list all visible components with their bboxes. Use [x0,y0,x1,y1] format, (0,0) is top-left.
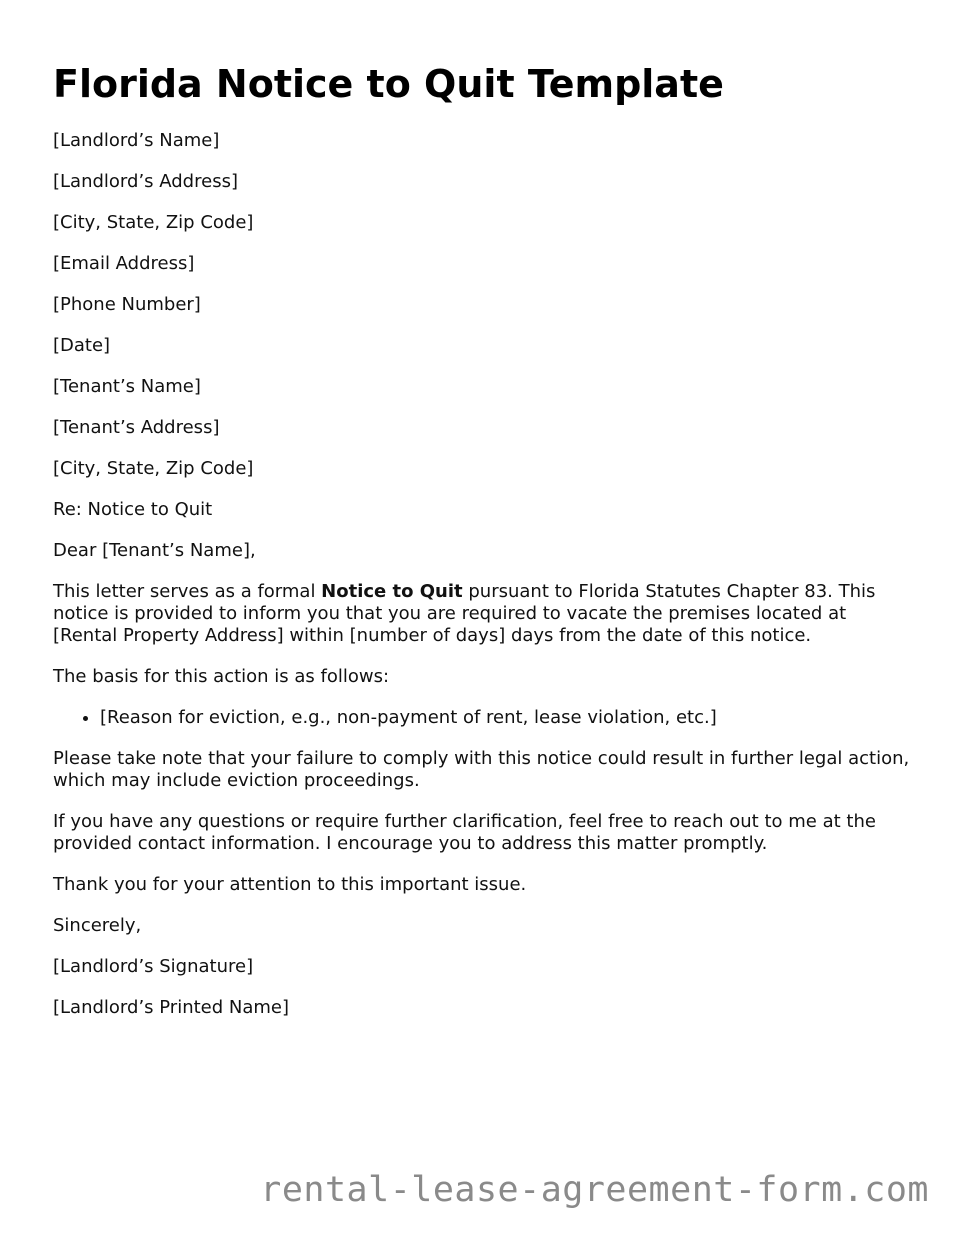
intro-text-before: This letter serves as a formal [53,580,322,602]
intro-text-after: pursuant to Florida Statutes Chapter 83. This notice is provided to inform you that you are required to vacate the premises located at [Rental Property Address] within [number of days] days from the date of this notice. [53,580,876,646]
intro-paragraph [53,581,913,647]
thanks-paragraph: Thank you for your attention to this important issue. [53,873,527,895]
intro-bold-notice: Notice to Quit [321,580,463,602]
page-title: Florida Notice to Quit Template [53,62,724,106]
reason-item: • [Reason for eviction, e.g., non-payment of rent, lease violation, etc.] [100,707,913,729]
basis-intro: The basis for this action is as follows: [53,665,390,687]
reason-list [53,707,913,729]
questions-paragraph: If you have any questions or require further clarification, feel free to reach out to me at the provided contact information. I encourage you to address this matter promptly. [53,810,876,854]
landlord-email: [Email Address] [53,252,195,274]
landlord-city-state-zip: [City, State, Zip Code] [53,211,254,233]
landlord-printed-name: [Landlord’s Printed Name] [53,996,290,1018]
watermark: rental-lease-agreement-form.com [260,1170,929,1210]
re-line: Re: Notice to Quit [53,498,213,520]
landlord-phone: [Phone Number] [53,293,201,315]
landlord-address: [Landlord’s Address] [53,170,238,192]
tenant-name: [Tenant’s Name] [53,375,201,397]
tenant-address: [Tenant’s Address] [53,416,220,438]
landlord-name: [Landlord’s Name] [53,129,220,151]
letter-date: [Date] [53,334,111,356]
warning-paragraph: Please take note that your failure to comply with this notice could result in further legal action, which may include eviction proceedings. [53,747,910,791]
landlord-signature: [Landlord’s Signature] [53,955,254,977]
tenant-city-state-zip: [City, State, Zip Code] [53,457,254,479]
letter-document [53,62,913,1038]
salutation: Dear [Tenant’s Name], [53,539,256,561]
closing: Sincerely, [53,914,142,936]
